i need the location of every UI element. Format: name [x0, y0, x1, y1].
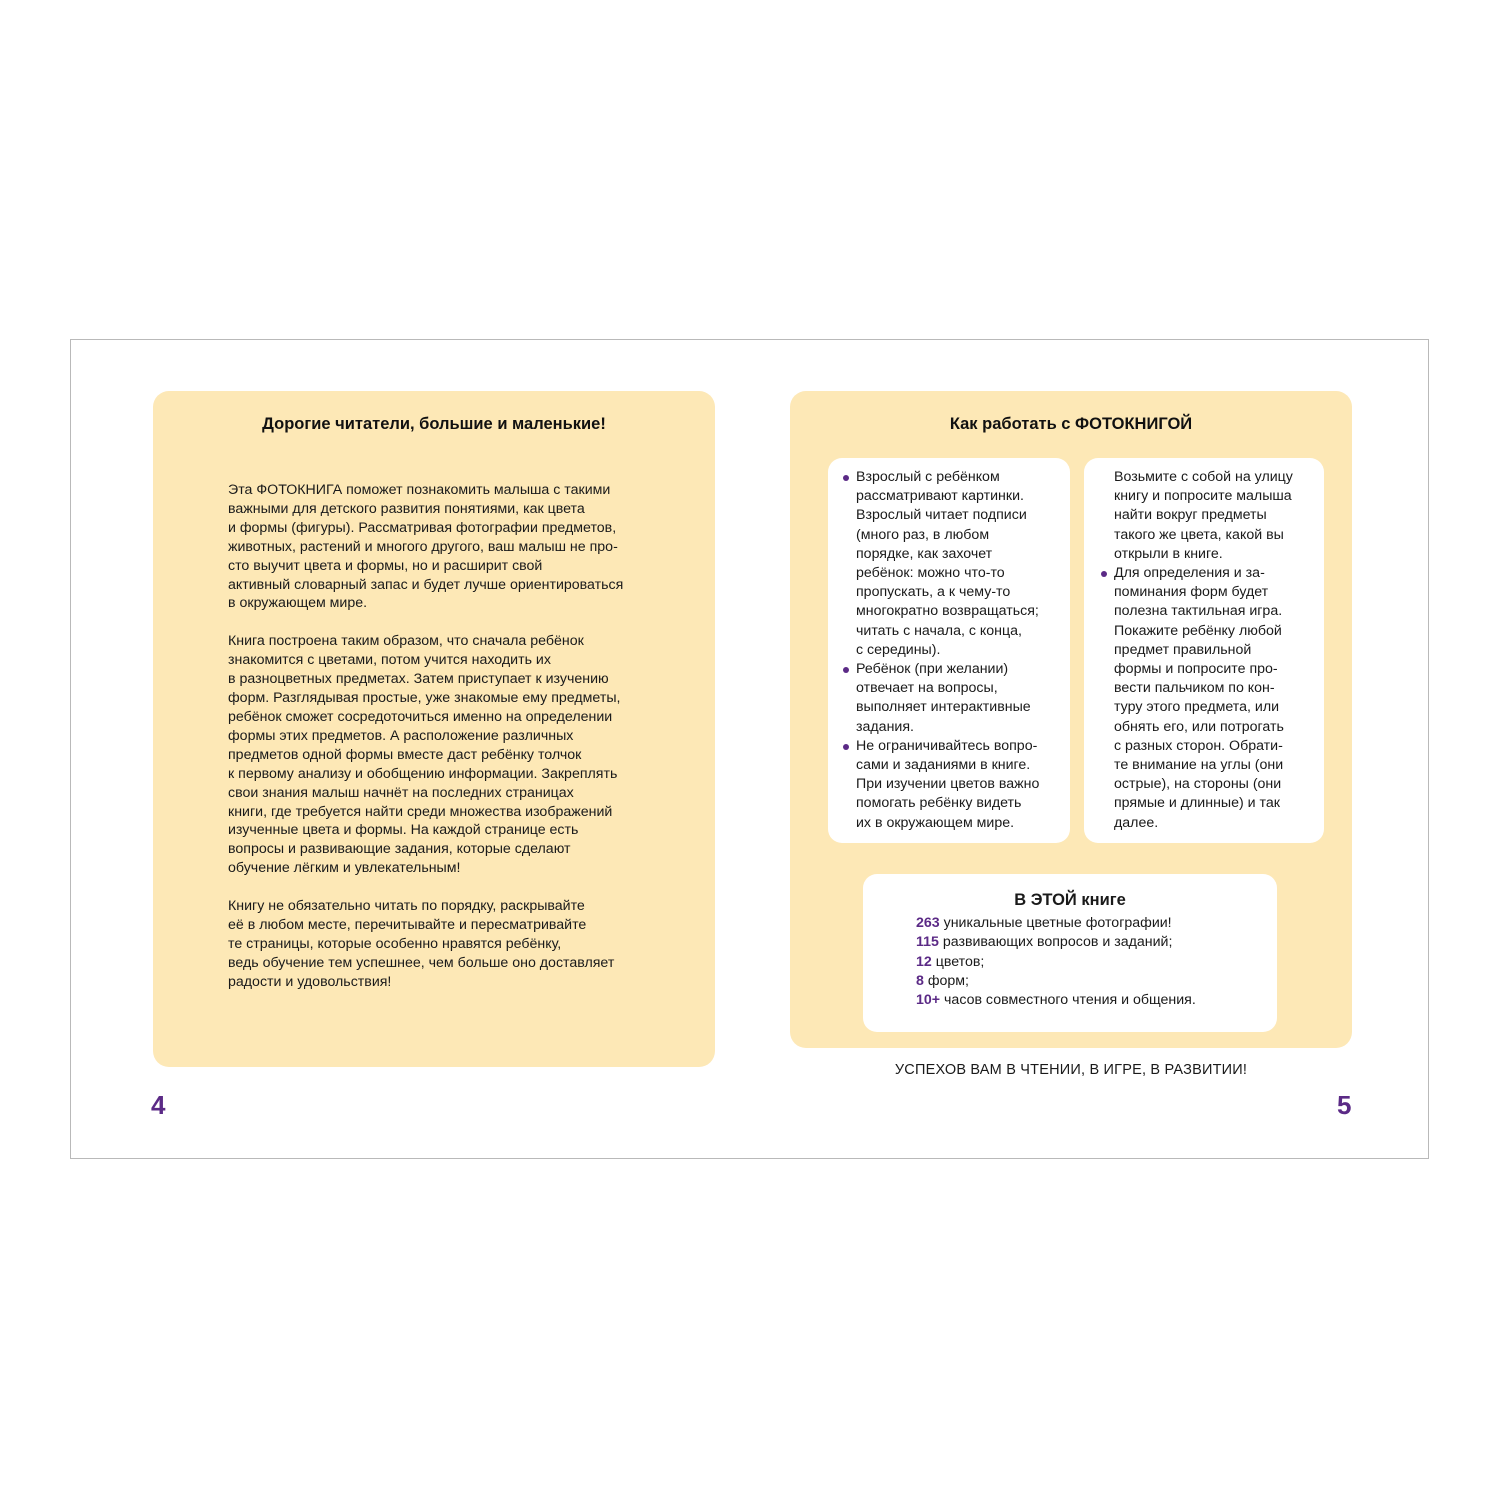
paragraph-structure: Книга построена таким образом, что сначала ребёнок знакомится с цветами, потом учится находить их в разноцветных предметах. Затем приступает к изучению форм. Разглядывая простые, уже знакомые ему предметы, ребёнок сможет сосредоточиться именно на определении формы этих предметов. А расположение различных предметов одной формы вместе даст ребёнку толчок к первому анализу и обобщению информации. Закреплять свои знания малыш начнёт на последних страницах книги, где требуется найти среди множества изображений изученные цвета и формы. На каждой странице есть вопросы и развивающие задания, которые сделают обучение лёгким и увлекательным! [228, 633, 621, 877]
stat-number: 263 [916, 915, 940, 932]
instructions-card-right [1084, 458, 1324, 843]
right-panel-title: Как работать с ФОТОКНИГОЙ [949, 415, 1193, 433]
instruction-continuation: Возьмите с собой на улицу книгу и попросите малыша найти вокруг предметы такого же цвета, какой вы открыли в книге. [1114, 469, 1293, 562]
success-footer: УСПЕХОВ ВАМ В ЧТЕНИИ, В ИГРЕ, В РАЗВИТИИ! [894, 1062, 1248, 1078]
book-spread [70, 339, 1429, 1159]
stat-text: развивающих вопросов и заданий; [942, 934, 1173, 951]
stat-number: 12 [916, 953, 932, 970]
stat-item [916, 953, 1277, 972]
instruction-item: Не ограничивайтесь вопро- сами и заданиями в книге. При изучении цветов важно помогать ребёнку видеть их в окружающем мире. [856, 737, 1062, 833]
book-stats-list [916, 914, 1277, 1010]
stat-item [916, 933, 1277, 952]
instructions-card-left [828, 458, 1070, 843]
stat-number: 115 [916, 934, 939, 951]
instruction-item: Ребёнок (при желании) отвечает на вопросы, выполняет интерактивные задания. [856, 660, 1062, 737]
stat-number: 8 [916, 972, 924, 989]
stat-text: уникальные цветные фотографии! [943, 915, 1172, 932]
stat-item [916, 972, 1277, 991]
paragraph-intro: Эта ФОТОКНИГА поможет познакомить малыша с такими важными для детского развития понятиями, как цвета и формы (фигуры). Рассматривая фотографии предметов, животных, растений и многого другого, ваш малыш не про- сто выучит цвета и формы, но и расширит свой активный словарный запас и будет лучше ориентироваться в окружающем мире. [228, 482, 624, 612]
instruction-item: Взрослый с ребёнком рассматривают картинки. Взрослый читает подписи (много раз, в любом порядке, как захочет ребёнок: можно что-то пропускать, а к чему-то многократно возвращаться; читать с начала, с конца, с середины). [856, 468, 1062, 660]
left-panel-title: Дорогие читатели, большие и маленькие! [262, 415, 606, 433]
stat-text: форм; [927, 972, 969, 989]
stat-number: 10+ [916, 992, 941, 1009]
stat-text: часов совместного чтения и общения. [944, 992, 1196, 1009]
left-body-text [228, 481, 668, 1011]
left-panel [153, 391, 715, 1067]
right-panel [790, 391, 1352, 1048]
paragraph-reading-order: Книгу не обязательно читать по порядку, раскрывайте её в любом месте, перечитывайте и пересматривайте те страницы, которые особенно нравятся ребёнку, ведь обучение тем успешнее, чем больше оно доставляет радости и удовольствия! [228, 898, 615, 990]
stat-item [916, 991, 1277, 1010]
instruction-item: Для определения и за- поминания форм будет полезна тактильная игра. Покажите ребёнку любой предмет правильной формы и попросите про- вести пальчиком по кон- туру этого предмета, или обнять его, или потрогать с разных сторон. Обрати- те внимание на углы (они острые), на стороны (они прямые и длинные) и так далее. [1114, 564, 1316, 833]
page-number-right: 5 [1337, 1090, 1352, 1120]
stat-text: цветов; [935, 953, 985, 970]
book-stats-card [863, 874, 1277, 1032]
stat-item [916, 914, 1277, 933]
page-number-left: 4 [151, 1090, 166, 1120]
book-stats-title: В ЭТОЙ книге [1014, 891, 1126, 909]
